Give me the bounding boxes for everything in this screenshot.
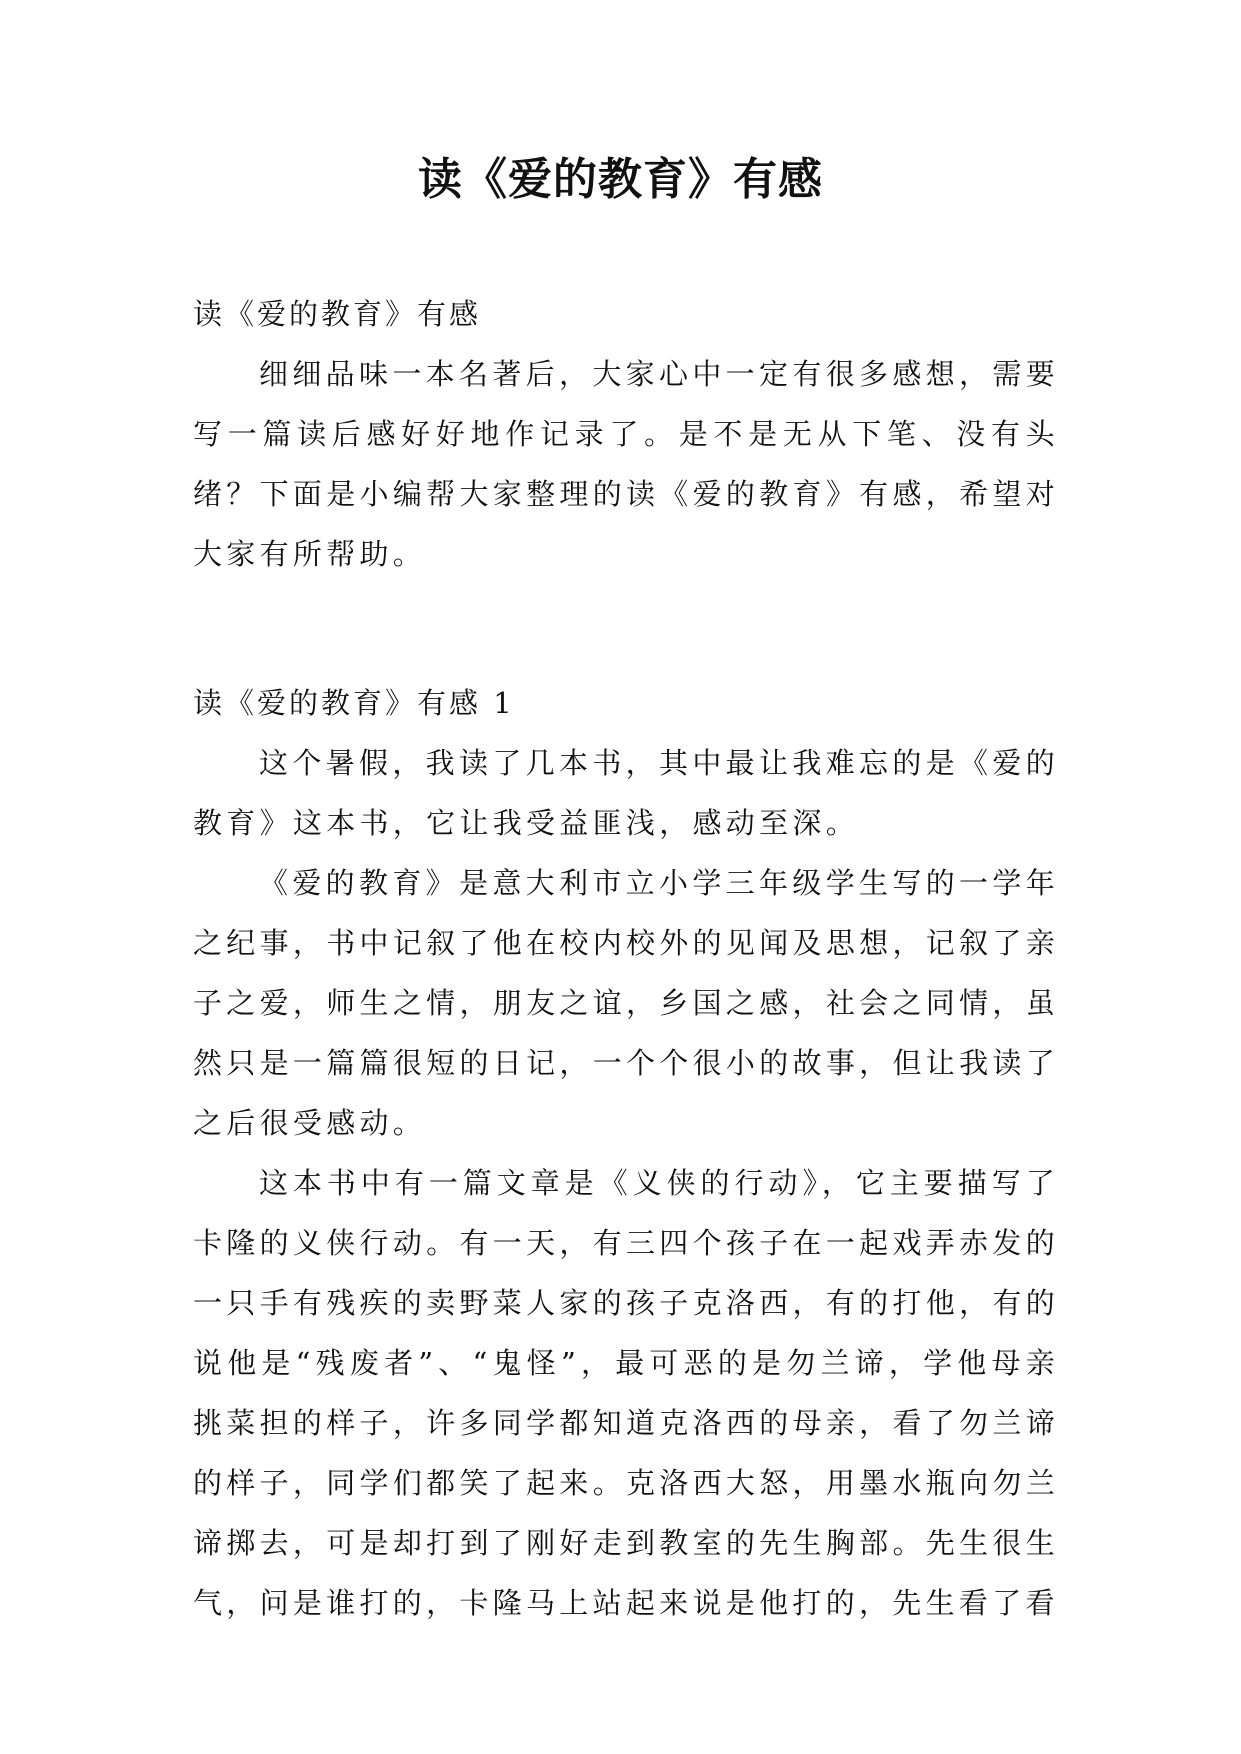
body-paragraph-1: 这个暑假，我读了几本书，其中最让我难忘的是《爱的教育》这本书，它让我受益匪浅，感动至深。 (193, 746, 1059, 840)
document-title: 读《爱的教育》有感 (418, 154, 823, 205)
document-body (193, 284, 1059, 1633)
body-paragraph-3: 这本书中有一篇文章是《义侠的行动》，它主要描写了卡隆的义侠行动。有一天，有三四个孩子在一起戏弄赤发的一只手有残疾的卖野菜人家的孩子克洛西，有的打他，有的说他是“残废者”、“鬼怪”，最可恶的是勿兰谛，学他母亲挑菜担的样子，许多同学都知道克洛西的母亲，看了勿兰谛的样子，同学们都笑了起来。克洛西大怒，用墨水瓶向勿兰谛掷去，可是却打到了刚好走到教室的先生胸部。先生很生气，问是谁打的，卡隆马上站起来说是他打的，先生看了看 (193, 1166, 1059, 1620)
section-heading-1: 读《爱的教育》有感 1 (193, 686, 515, 720)
intro-heading: 读《爱的教育》有感 (193, 297, 482, 331)
body-paragraph-2: 《爱的教育》是意大利市立小学三年级学生写的一学年之纪事，书中记叙了他在校内校外的见闻及思想，记叙了亲子之爱，师生之情，朋友之谊，乡国之感，社会之同情，虽然只是一篇篇很短的日记，一个个很小的故事，但让我读了之后很受感动。 (193, 866, 1059, 1140)
intro-paragraph: 细细品味一本名著后，大家心中一定有很多感想，需要写一篇读后感好好地作记录了。是不是无从下笔、没有头绪？下面是小编帮大家整理的读《爱的教育》有感，希望对大家有所帮助。 (193, 357, 1059, 571)
section-spacer (193, 584, 1059, 673)
